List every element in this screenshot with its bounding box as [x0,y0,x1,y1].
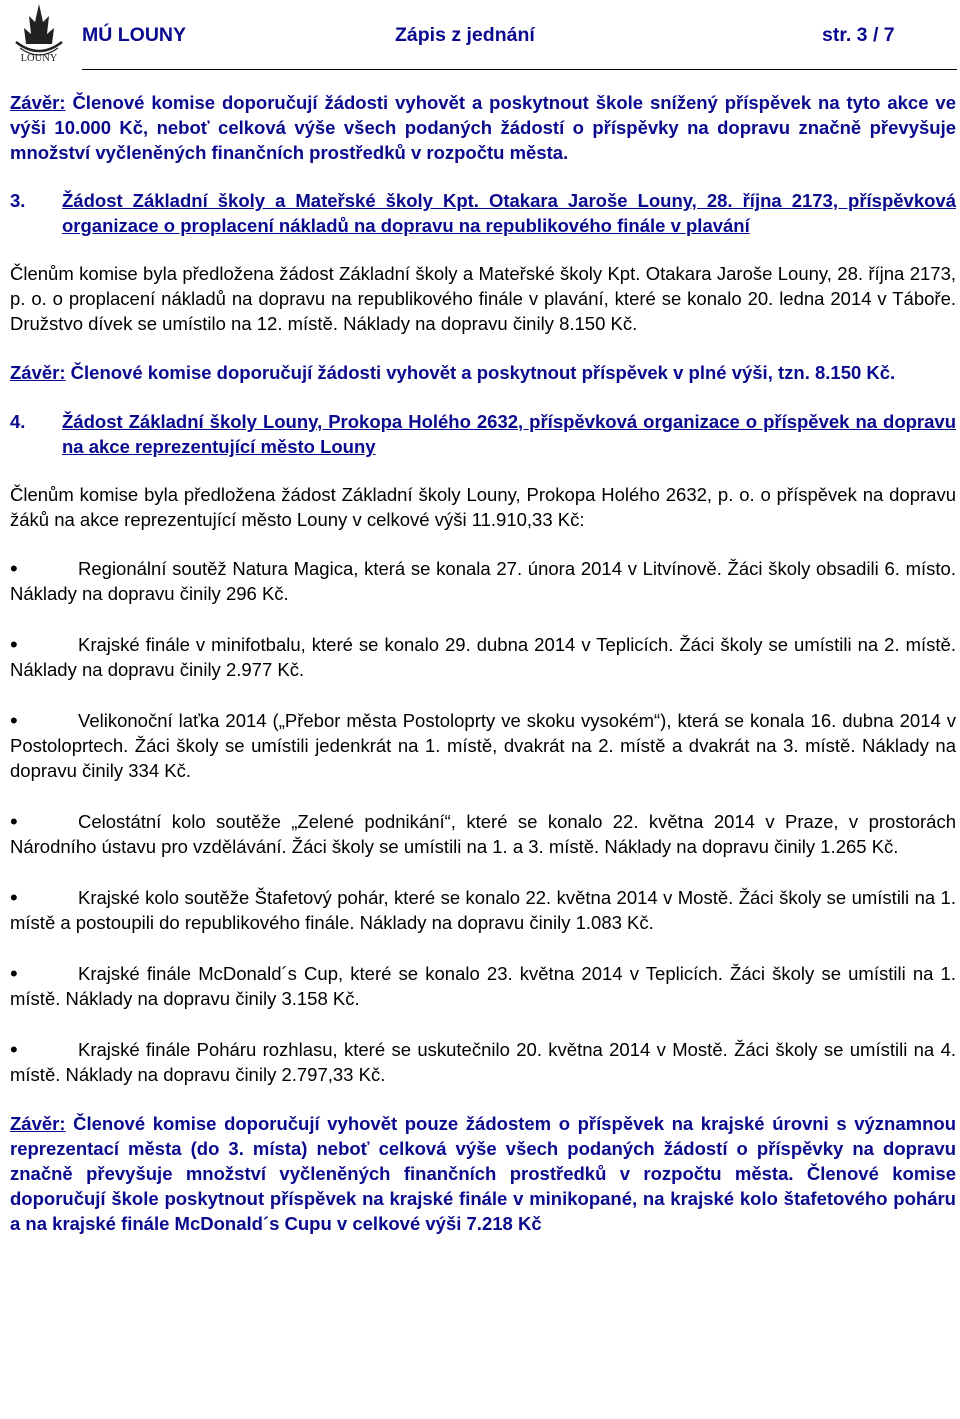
conclusion-label: Závěr: [10,1113,66,1134]
list-item: • Krajské finále Poháru rozhlasu, které se uskutečnilo 20. května 2014 v Mostě. Žáci školy se umístili na 4. místě. Náklady na dopravu činily 2.797,33 Kč. [10,1037,956,1087]
section-3-body: Členům komise byla předložena žádost Základní školy a Mateřské školy Kpt. Otakara Jaroše Louny, 28. října 2173, p. o. o proplacení nákladů na dopravu na republikového finále v plavání, které se konalo 20. ledna 2014 v Táboře. Družstvo dívek se umístilo na 12. místě. Náklady na dopravu činily 8.150 Kč. [10,263,956,334]
conclusion-label: Závěr: [10,92,66,113]
list-item: • Krajské kolo soutěže Štafetový pohár, které se konalo 22. května 2014 v Mostě. Žáci školy se umístili na 1. místě a postoupili do republikového finále. Náklady na dopravu činily 1.083 Kč. [10,885,956,935]
list-item: • Krajské finále McDonald´s Cup, které se konalo 23. května 2014 v Teplicích. Žáci školy se umístili na 1. místě. Náklady na dopravu činily 3.158 Kč. [10,961,956,1011]
section-number: 4. [10,411,26,432]
list-item: • Krajské finále v minifotbalu, které se konalo 29. dubna 2014 v Teplicích. Žáci školy se umístili na 2. místě. Náklady na dopravu činily 2.977 Kč. [10,632,956,682]
event-list [10,556,956,1087]
section-title-text: Žádost Základní školy a Mateřské školy Kpt. Otakara Jaroše Louny, 28. října 2173, příspěvková organizace o proplacení nákladů na dopravu na republikového finále v plavání [62,190,956,236]
intro-conclusion [10,90,956,165]
conclusion-text: Členové komise doporučují žádosti vyhovět a poskytnout škole snížený příspěvek na tyto akce ve výši 10.000 Kč, neboť celková výše všech podaných žádostí o příspěvky na dopravu značně převyšuje množství vyčleněných finančních prostředků v rozpočtu města. [10,92,956,163]
section-number: 3. [10,190,26,211]
list-item: • Regionální soutěž Natura Magica, která se konala 27. února 2014 v Litvínově. Žáci školy obsadili 6. místo. Náklady na dopravu činily 296 Kč. [10,556,956,606]
section-3-conclusion [10,360,956,385]
section-4-conclusion [10,1111,956,1236]
section-4-title [10,409,956,459]
header-title: Zápis z jednání [395,24,535,46]
header-divider [82,69,957,70]
list-item: • Velikonoční laťka 2014 („Přebor města Postoloprty ve skoku vysokém“), která se konala 16. dubna 2014 v Postoloprtech. Žáci školy se umístili jedenkrát na 1. místě, dvakrát na 2. místě a dvakrát na 3. místě. Náklady na dopravu činily 334 Kč. [10,708,956,783]
header-page-number: str. 3 / 7 [822,24,895,46]
document-body [10,90,956,1236]
conclusion-text: Členové komise doporučují žádosti vyhovět a poskytnout příspěvek v plné výši, tzn. 8.150 Kč. [65,362,896,383]
logo-text: LOUNY [20,53,58,64]
conclusion-label: Závěr: [10,362,66,383]
section-3-title [10,188,956,238]
header-office: MÚ LOUNY [82,24,186,46]
section-4-body: Členům komise byla předložena žádost Základní školy Louny, Prokopa Holého 2632, p. o. o příspěvek na dopravu žáků na akce reprezentující město Louny v celkové výši 11.910,33 Kč: [10,484,956,530]
section-title-text: Žádost Základní školy Louny, Prokopa Holého 2632, příspěvková organizace o příspěvek na dopravu na akce reprezentující město Louny [62,411,956,457]
conclusion-text: Členové komise doporučují vyhovět pouze žádostem o příspěvek na krajské úrovni s významnou reprezentací města (do 3. místa) neboť celková výše všech podaných žádostí o příspěvky na dopravu značně převyšuje množství vyčleněných finančních prostředků v rozpočtu města. Členové komise doporučují škole poskytnout příspěvek na krajské finále v minikopané, na krajské kolo štafetového poháru a na krajské finále McDonald´s Cupu v celkové výši 7.218 Kč [10,1113,956,1234]
louny-logo [12,2,66,64]
list-item: • Celostátní kolo soutěže „Zelené podnikání“, které se konalo 22. května 2014 v Praze, v prostorách Národního ústavu pro vzdělávání. Žáci školy se umístili na 1. a 3. místě. Náklady na dopravu činily 1.265 Kč. [10,809,956,859]
page-header [0,0,960,70]
